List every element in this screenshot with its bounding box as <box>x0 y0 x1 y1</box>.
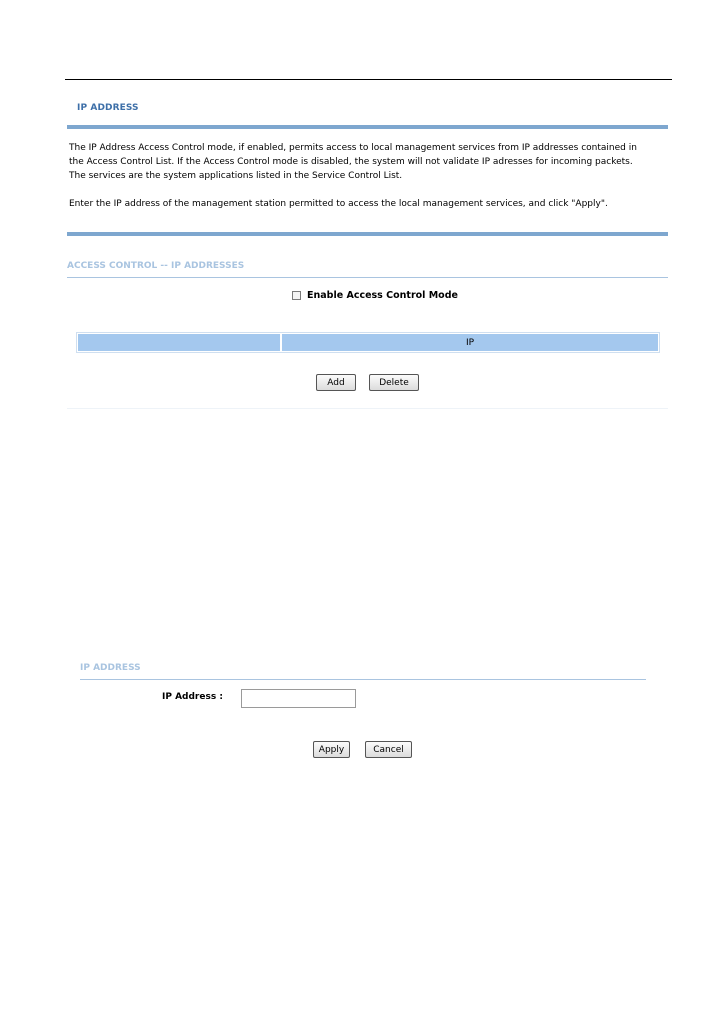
ip-form-title: IP ADDRESS <box>80 663 141 673</box>
delete-button[interactable]: Delete <box>369 374 419 391</box>
enable-access-control-checkbox[interactable] <box>292 291 301 300</box>
description-spacer <box>69 183 669 197</box>
access-control-underline <box>67 277 668 278</box>
enable-access-control-label: Enable Access Control Mode <box>307 290 458 301</box>
ip-address-input[interactable] <box>241 689 356 708</box>
info-section-bottom-bar <box>67 232 668 236</box>
apply-button[interactable]: Apply <box>313 741 350 758</box>
ip-access-table <box>76 332 660 353</box>
description-line-1: The IP Address Access Control mode, if enabled, permits access to local management services from IP addresses contained in <box>69 143 637 153</box>
ip-address-label: IP Address : <box>162 692 223 702</box>
access-control-title: ACCESS CONTROL -- IP ADDRESSES <box>67 261 245 271</box>
enable-access-control-row[interactable] <box>292 290 458 301</box>
info-section-top-bar <box>67 125 668 129</box>
table-header-ip: IP <box>282 334 658 351</box>
cancel-button[interactable]: Cancel <box>365 741 412 758</box>
top-divider <box>65 79 672 80</box>
info-section-title: IP ADDRESS <box>77 103 139 113</box>
ip-table-header-row <box>78 334 658 351</box>
description-instructions: Enter the IP address of the management station permitted to access the local management services, and click "Apply". <box>69 199 608 209</box>
ip-form-underline <box>80 679 646 680</box>
add-button[interactable]: Add <box>316 374 356 391</box>
info-description <box>69 141 669 211</box>
description-line-2: the Access Control List. If the Access Control mode is disabled, the system will not validate IP adresses for incoming packets. <box>69 157 633 167</box>
access-control-bottom-divider <box>67 408 668 409</box>
description-line-3: The services are the system applications listed in the Service Control List. <box>69 171 403 181</box>
table-header-select <box>78 334 280 351</box>
